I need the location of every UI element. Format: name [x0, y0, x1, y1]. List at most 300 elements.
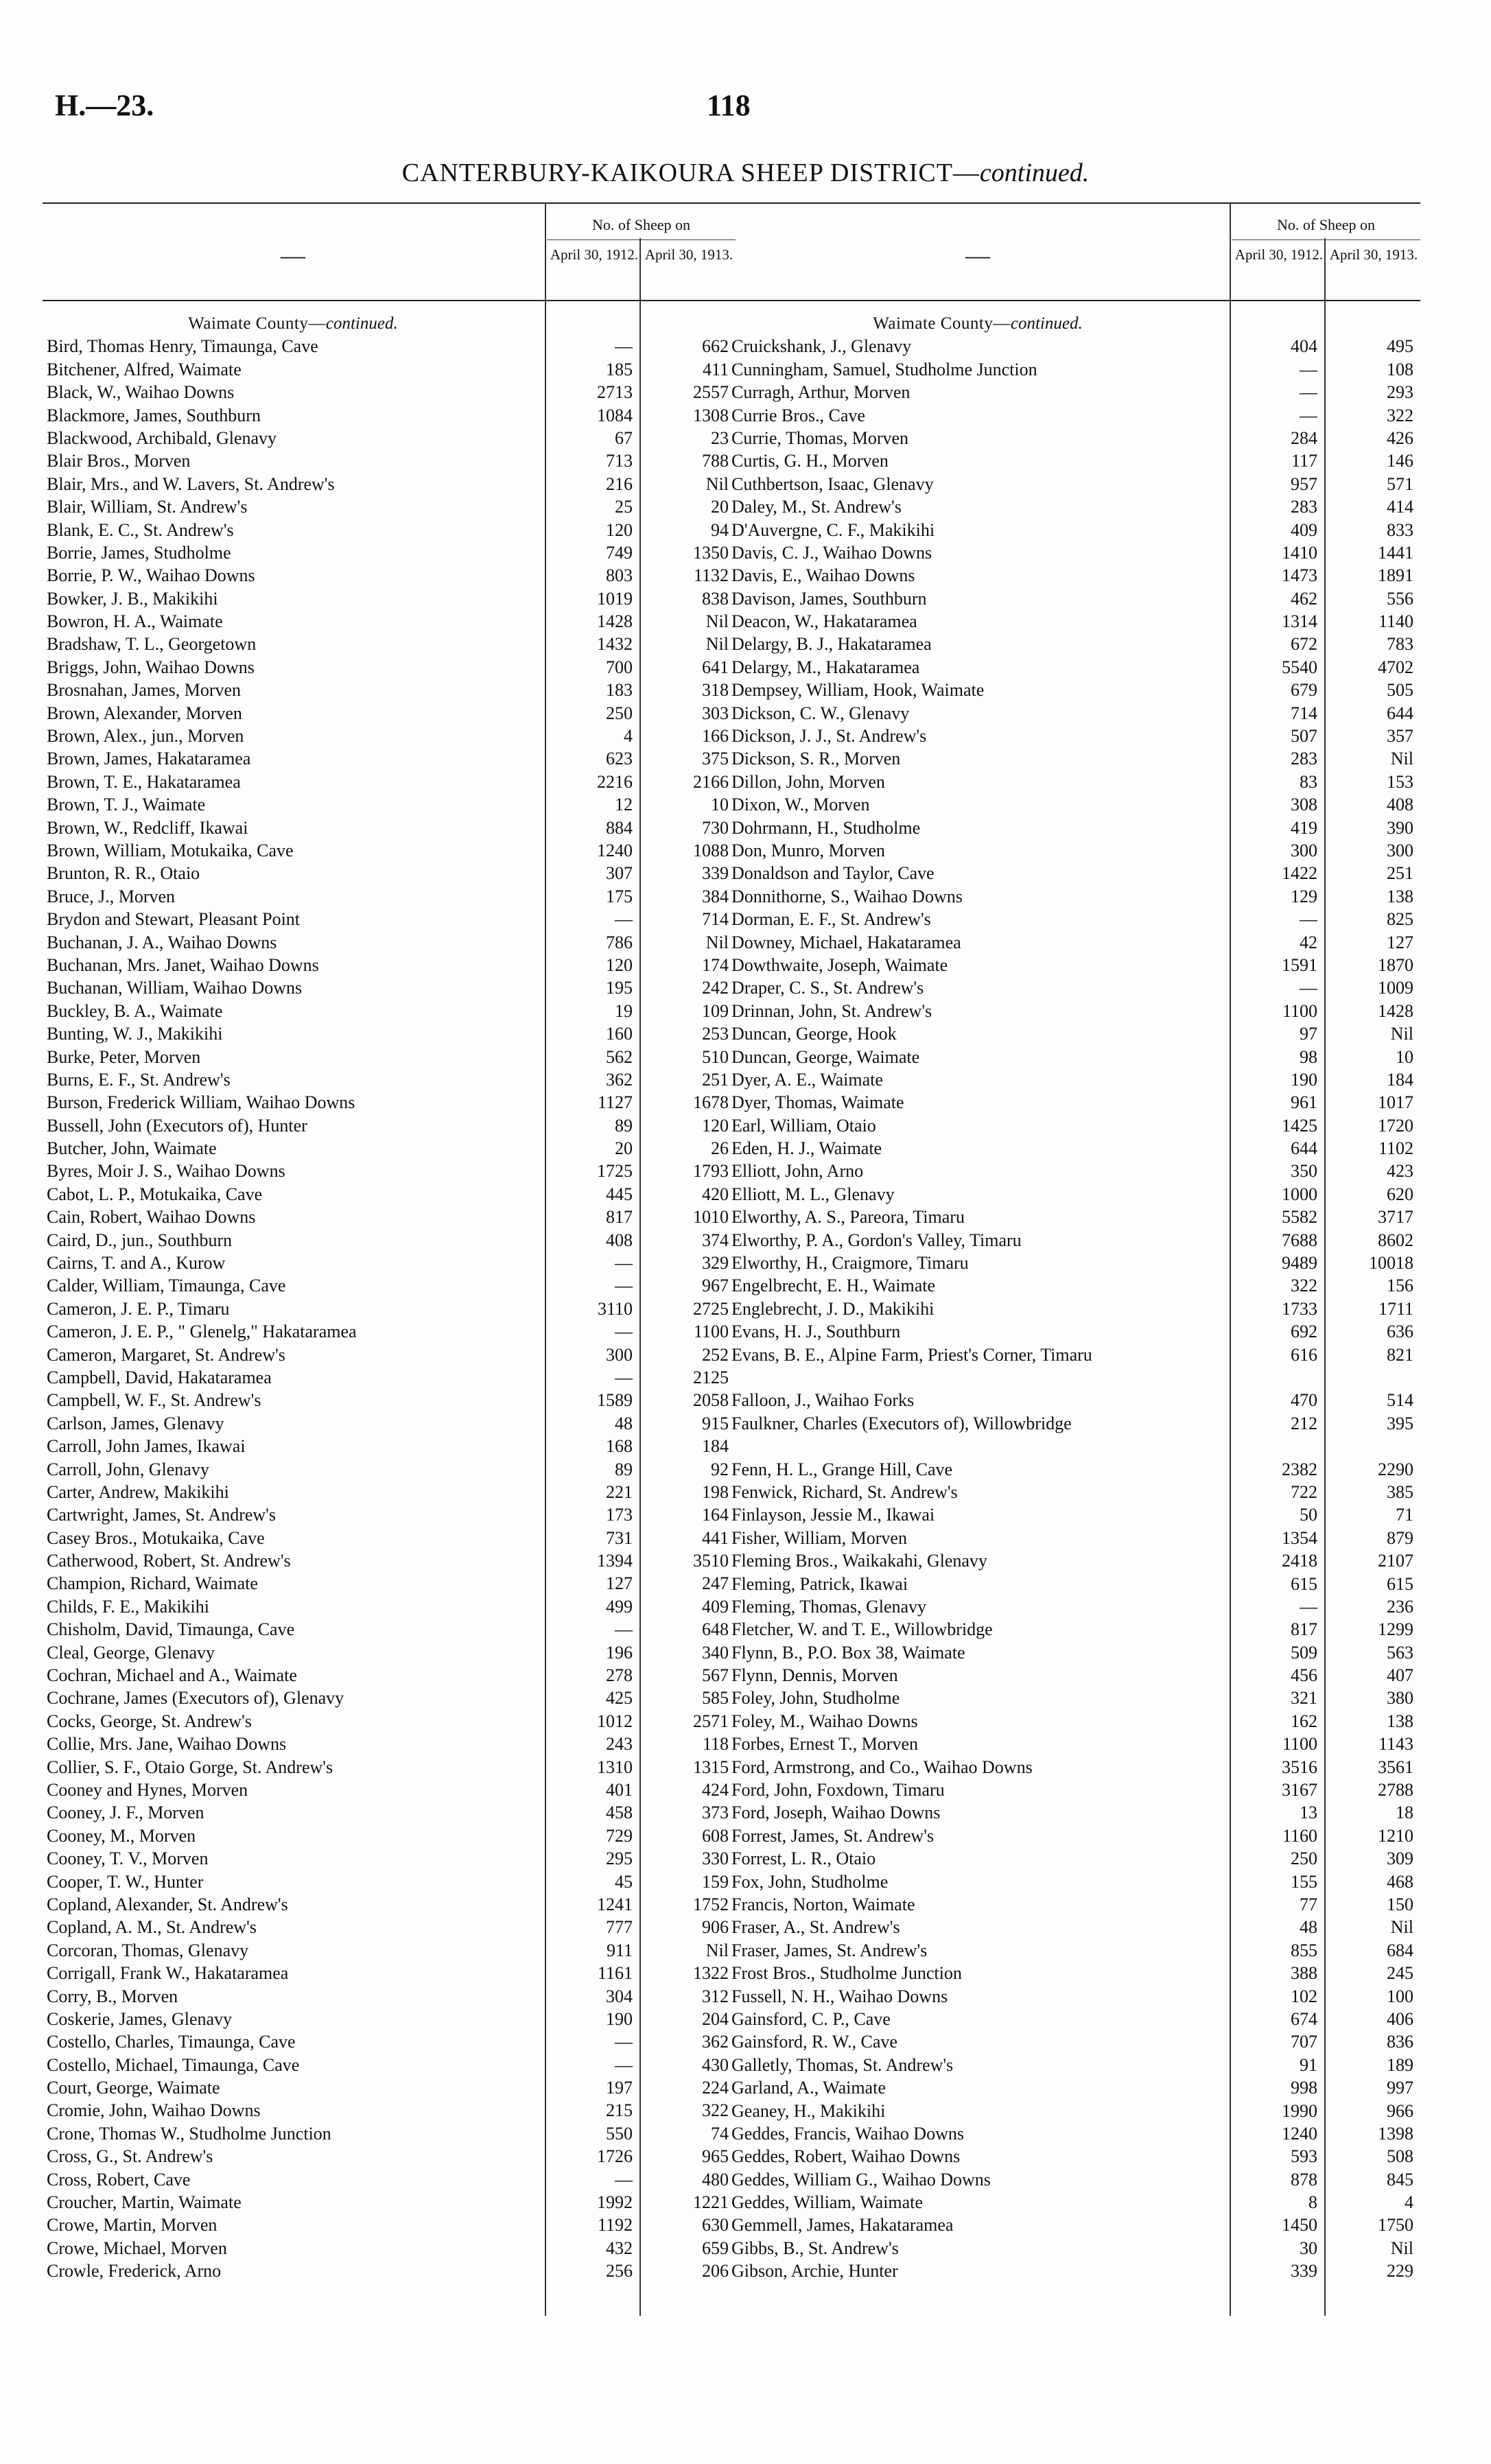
- sheep-1913: 406: [1387, 2008, 1413, 2029]
- sheep-1912: 1314: [1282, 611, 1317, 632]
- owner-name: Cameron, J. E. P., " Glenelg," Hakataramea: [47, 1322, 357, 1342]
- table-row: [727, 358, 1420, 381]
- sheep-1912: 409: [1291, 519, 1317, 540]
- sheep-1913: 330: [702, 1849, 729, 1869]
- table-row: [43, 1847, 736, 1870]
- owner-name: Costello, Michael, Timaunga, Cave: [47, 2054, 300, 2075]
- sheep-1913: 120: [702, 1115, 729, 1136]
- sheep-1913: 252: [702, 1344, 729, 1365]
- table-row: [727, 817, 1420, 839]
- sheep-1912: 300: [1291, 840, 1317, 860]
- table-row: [727, 1137, 1420, 1160]
- table-row: [43, 908, 736, 930]
- table-row: [727, 1344, 1420, 1389]
- sheep-1913: 556: [1387, 588, 1413, 609]
- table-row: [43, 519, 736, 541]
- sheep-1912: 300: [606, 1344, 633, 1365]
- owner-name: Butcher, John, Waimate: [47, 1138, 217, 1159]
- table-row: [727, 1687, 1420, 1709]
- sheep-1912: 432: [606, 2238, 633, 2258]
- header-divider: [1232, 239, 1420, 240]
- owner-name: Bowron, H. A., Waimate: [47, 611, 223, 632]
- sheep-1912: —: [615, 2032, 633, 2052]
- owner-name: Geddes, William, Waimate: [731, 2192, 923, 2213]
- table-row: [43, 1412, 736, 1435]
- sheep-1912: 1432: [597, 634, 633, 655]
- sheep-1913: 1428: [1378, 1000, 1413, 1021]
- owner-name: Earl, William, Otaio: [731, 1115, 876, 1136]
- sheep-1913: 224: [702, 2078, 729, 2098]
- table-row: [727, 1595, 1420, 1618]
- sheep-1913: 1100: [693, 1322, 729, 1342]
- owner-name: Cunningham, Samuel, Studholme Junction: [731, 359, 1037, 379]
- table-row: [727, 473, 1420, 495]
- table-row: [43, 1779, 736, 1801]
- owner-name: Cocks, George, St. Andrew's: [47, 1711, 252, 1731]
- sheep-1913: 23: [711, 427, 729, 448]
- owner-name: Fleming Bros., Waikakahi, Glenavy: [731, 1551, 987, 1571]
- sheep-1912: 196: [606, 1642, 633, 1663]
- sheep-1913: 838: [702, 588, 729, 609]
- owner-name: Currie Bros., Cave: [731, 405, 865, 425]
- table-row: [43, 1114, 736, 1137]
- owner-name: Brown, T. E., Hakataramea: [47, 771, 241, 792]
- table-row: [43, 1985, 736, 2008]
- sheep-1912: 749: [606, 542, 633, 563]
- table-row: [43, 473, 736, 495]
- sheep-1912: 388: [1291, 1963, 1317, 1984]
- table-row: [43, 1870, 736, 1893]
- owner-name: Elworthy, A. S., Pareora, Timaru: [731, 1207, 965, 1228]
- sheep-1913: 571: [1387, 473, 1413, 494]
- owner-name: Dorman, E. F., St. Andrew's: [731, 909, 931, 930]
- owner-name: Gemmell, James, Hakataramea: [731, 2215, 954, 2236]
- sheep-1913: 184: [1387, 1069, 1413, 1090]
- owner-name: Cross, Robert, Cave: [47, 2169, 191, 2190]
- sheep-1912: 89: [615, 1459, 633, 1479]
- sheep-1912: 1725: [597, 1161, 633, 1182]
- sheep-1912: 19: [615, 1000, 633, 1021]
- table-row: [43, 2030, 736, 2053]
- sheep-1913: 2788: [1378, 1780, 1413, 1800]
- left-rows: [43, 335, 736, 2282]
- table-row: [43, 725, 736, 747]
- owner-name: Fox, John, Studholme: [731, 1871, 889, 1892]
- sheep-1913: 174: [702, 954, 729, 975]
- sheep-1913: 2107: [1378, 1551, 1413, 1571]
- sheep-1912: —: [1300, 382, 1317, 403]
- sheep-1913: 1308: [693, 405, 729, 425]
- table-row: [43, 1022, 736, 1045]
- table-row: [43, 2260, 736, 2282]
- sheep-1913: 1870: [1378, 954, 1413, 975]
- table-row: [43, 679, 736, 701]
- owner-name: Blair, William, St. Andrew's: [47, 497, 248, 517]
- owner-name: Dillon, John, Morven: [731, 771, 885, 792]
- sheep-1912: —: [615, 1253, 633, 1274]
- table-row: [727, 931, 1420, 954]
- sheep-1912: 250: [606, 703, 633, 723]
- table-row: [727, 2100, 1420, 2122]
- owner-name: Brosnahan, James, Morven: [47, 680, 242, 701]
- sheep-1913: 10: [1396, 1046, 1413, 1067]
- left-table: [43, 202, 736, 2316]
- owner-name: Forbes, Ernest T., Morven: [731, 1734, 918, 1755]
- table-row: [43, 1458, 736, 1481]
- table-row: [43, 954, 736, 976]
- right-rows: [727, 335, 1420, 2282]
- sheep-1912: 623: [606, 749, 633, 769]
- owner-name: Galletly, Thomas, St. Andrew's: [731, 2054, 954, 2075]
- sheep-1913: 1711: [1378, 1298, 1413, 1319]
- table-row: [727, 2145, 1420, 2168]
- sheep-1913: 26: [711, 1138, 729, 1159]
- sheep-1913: 441: [702, 1527, 729, 1548]
- sheep-1913: 2725: [693, 1298, 729, 1319]
- table-row: [43, 1824, 736, 1847]
- table-row: [43, 1641, 736, 1664]
- col-1913-heading: April 30, 1913.: [1329, 246, 1418, 263]
- sheep-1912: 1012: [597, 1711, 633, 1731]
- sheep-1912: 731: [606, 1527, 633, 1548]
- sheep-1913: 3510: [693, 1551, 729, 1571]
- owner-name: Cross, G., St. Andrew's: [47, 2146, 213, 2167]
- table-row: [43, 1435, 736, 1457]
- sheep-1912: 1422: [1282, 863, 1317, 884]
- table-row: [727, 771, 1420, 793]
- sheep-1912: 707: [1291, 2032, 1317, 2052]
- sheep-1912: 117: [1291, 451, 1317, 471]
- owner-name: Davis, E., Waihao Downs: [731, 565, 915, 586]
- sheep-1913: 783: [1387, 634, 1413, 655]
- sheep-1912: 362: [606, 1069, 633, 1090]
- table-row: [43, 931, 736, 954]
- sheep-1913: 1322: [693, 1963, 729, 1984]
- sheep-1913: 242: [702, 978, 729, 998]
- sheep-1912: 168: [606, 1436, 633, 1457]
- table-row: [43, 2099, 736, 2122]
- col-1913-heading: April 30, 1913.: [644, 246, 733, 263]
- owner-name: Deacon, W., Hakataramea: [731, 611, 917, 632]
- table-row: [43, 885, 736, 908]
- table-row: [727, 1939, 1420, 1962]
- table-row: [727, 1756, 1420, 1779]
- sheep-1912: 1450: [1282, 2215, 1317, 2236]
- table-row: [727, 1000, 1420, 1022]
- title-text: CANTERBURY-KAIKOURA SHEEP DISTRICT—: [401, 159, 980, 187]
- sheep-1913: 1010: [693, 1207, 729, 1228]
- owner-name: Foley, M., Waihao Downs: [731, 1711, 918, 1731]
- table-row: [43, 1687, 736, 1709]
- sheep-1912: 714: [1291, 703, 1317, 723]
- sheep-1912: 1161: [597, 1963, 633, 1984]
- sheep-1913: 430: [702, 2054, 729, 2075]
- owner-name: D'Auvergne, C. F., Makikihi: [731, 519, 935, 540]
- sheep-1913: 967: [702, 1276, 729, 1296]
- sheep-1913: 159: [702, 1871, 729, 1892]
- sheep-1912: —: [615, 1619, 633, 1640]
- owner-name: Garland, A., Waimate: [731, 2078, 886, 2098]
- table-row: [727, 427, 1420, 449]
- owner-name: Bowker, J. B., Makikihi: [47, 588, 218, 609]
- header-dash: —: [281, 242, 305, 269]
- owner-name: Curragh, Arthur, Morven: [731, 382, 911, 403]
- sheep-1913: 340: [702, 1642, 729, 1663]
- owner-name: Delargy, B. J., Hakataramea: [731, 634, 932, 655]
- owner-name: Dixon, W., Morven: [731, 795, 870, 815]
- sheep-1913: 357: [1387, 726, 1413, 747]
- owner-name: Brown, William, Motukaika, Cave: [47, 840, 294, 860]
- sheep-1913: Nil: [705, 473, 729, 494]
- table-row: [727, 1274, 1420, 1297]
- owner-name: Corry, B., Morven: [47, 1986, 178, 2006]
- sheep-1912: 1100: [1282, 1000, 1317, 1021]
- table-row: [727, 1779, 1420, 1801]
- sheep-1913: 1350: [693, 542, 729, 563]
- owner-name: Blair, Mrs., and W. Lavers, St. Andrew's: [47, 473, 335, 494]
- table-row: [43, 1344, 736, 1366]
- owner-name: Fletcher, W. and T. E., Willowbridge: [731, 1619, 993, 1640]
- table-row: [727, 2030, 1420, 2053]
- table-row: [43, 1389, 736, 1411]
- owner-name: Flynn, Dennis, Morven: [731, 1665, 898, 1686]
- sheep-1912: 1589: [597, 1390, 633, 1411]
- sheep-1912: 1726: [597, 2146, 633, 2167]
- owner-name: Black, W., Waihao Downs: [47, 382, 235, 403]
- sheep-1912: 777: [606, 1917, 633, 1938]
- table-row: [43, 358, 736, 381]
- table-row: [727, 2237, 1420, 2260]
- table-row: [727, 1549, 1420, 1572]
- sheep-1913: 636: [1387, 1322, 1413, 1342]
- owner-name: Cabot, L. P., Motukaika, Cave: [47, 1184, 263, 1204]
- sheep-1912: 884: [606, 817, 633, 838]
- table-row: [43, 541, 736, 564]
- owner-name: Duncan, George, Hook: [731, 1024, 897, 1044]
- owner-name: Crowe, Martin, Morven: [47, 2215, 218, 2236]
- sheep-1913: 2290: [1378, 1459, 1413, 1479]
- owner-name: Carter, Andrew, Makikihi: [47, 1481, 229, 1502]
- table-row: [43, 1160, 736, 1182]
- sheep-1913: 251: [1387, 863, 1413, 884]
- sheep-1913: 318: [702, 680, 729, 701]
- owner-name: Dickson, S. R., Morven: [731, 749, 901, 769]
- sheep-1912: 216: [606, 473, 633, 494]
- sheep-1913: 1210: [1378, 1825, 1413, 1846]
- owner-name: Gibson, Archie, Hunter: [731, 2261, 898, 2281]
- sheep-1912: 13: [1300, 1803, 1317, 1823]
- table-row: [43, 495, 736, 518]
- table-row: [43, 1733, 736, 1755]
- table-row: [43, 1710, 736, 1733]
- owner-name: Brydon and Stewart, Pleasant Point: [47, 909, 301, 930]
- sheep-1912: 97: [1300, 1024, 1317, 1044]
- owner-name: Bitchener, Alfred, Waimate: [47, 359, 242, 379]
- title-continued: continued.: [979, 159, 1090, 187]
- sheep-1912: 185: [606, 359, 633, 379]
- table-row: [43, 1252, 736, 1274]
- sheep-1913: Nil: [705, 932, 729, 952]
- sheep-1913: 1720: [1378, 1115, 1413, 1136]
- sheep-1913: 730: [702, 817, 729, 838]
- owner-name: Croucher, Martin, Waimate: [47, 2192, 242, 2213]
- sheep-1912: 155: [1291, 1871, 1317, 1892]
- owner-name: Cairns, T. and A., Kurow: [47, 1253, 226, 1274]
- table-row: [43, 633, 736, 655]
- owner-name: Foley, John, Studholme: [731, 1688, 900, 1709]
- table-row: [727, 976, 1420, 999]
- owner-name: Dohrmann, H., Studholme: [731, 817, 921, 838]
- sheep-1912: 307: [606, 863, 633, 884]
- owner-name: Burke, Peter, Morven: [47, 1046, 201, 1067]
- owner-name: Coskerie, James, Glenavy: [47, 2008, 233, 2029]
- sheep-1913: 373: [702, 1803, 729, 1823]
- owner-name: Davison, James, Southburn: [731, 588, 927, 609]
- owner-name: Brown, Alex., jun., Morven: [47, 726, 244, 747]
- table-row: [727, 519, 1420, 541]
- sheep-1912: 8: [1308, 2192, 1317, 2213]
- table-row: [43, 1756, 736, 1779]
- table-row: [43, 381, 736, 403]
- table-row: [727, 1962, 1420, 1984]
- table-row: [727, 1068, 1420, 1091]
- owner-name: Blank, E. C., St. Andrew's: [47, 519, 234, 540]
- sheep-1913: 1009: [1378, 978, 1413, 998]
- sheep-1913: 407: [1387, 1665, 1413, 1686]
- table-row: [727, 725, 1420, 747]
- sheep-1912: 3516: [1282, 1757, 1317, 1777]
- sheep-1912: 911: [606, 1940, 633, 1960]
- owner-name: Eden, H. J., Waimate: [731, 1138, 882, 1159]
- table-row: [43, 1137, 736, 1160]
- sheep-1912: 283: [1291, 497, 1317, 517]
- owner-name: Ford, John, Foxdown, Timaru: [731, 1780, 945, 1800]
- sheep-1912: —: [1300, 405, 1317, 425]
- table-row: [727, 541, 1420, 564]
- owner-name: Brown, W., Redcliff, Ikawai: [47, 817, 248, 838]
- table-row: [727, 1573, 1420, 1595]
- table-row: [727, 1022, 1420, 1045]
- sheep-1913: 659: [702, 2238, 729, 2258]
- table-row: [727, 1412, 1420, 1458]
- table-row: [43, 2214, 736, 2236]
- sheep-1913: 1140: [1378, 611, 1413, 632]
- sheep-1912: 1240: [1282, 2123, 1317, 2144]
- owner-name: Costello, Charles, Timaunga, Cave: [47, 2032, 296, 2052]
- owner-name: Cromie, John, Waihao Downs: [47, 2100, 261, 2121]
- sheep-1913: 94: [711, 519, 729, 540]
- sheep-1912: 2418: [1282, 1551, 1317, 1571]
- table-row: [727, 793, 1420, 816]
- sheep-1913: 10018: [1369, 1253, 1413, 1274]
- sheep-1912: 2382: [1282, 1459, 1317, 1479]
- sheep-1912: 127: [606, 1573, 633, 1594]
- sheep-1913: 468: [1387, 1871, 1413, 1892]
- sheep-1912: 350: [1291, 1161, 1317, 1182]
- sheep-1912: 404: [1291, 336, 1317, 357]
- table-row: [43, 771, 736, 793]
- table-row: [727, 2076, 1420, 2099]
- table-row: [727, 2008, 1420, 2030]
- sheep-1913: 4702: [1378, 657, 1413, 677]
- table-row: [727, 1252, 1420, 1274]
- sheep-1913: 615: [1387, 1573, 1413, 1594]
- sheep-1912: 67: [615, 427, 633, 448]
- owner-name: Engelbrecht, E. H., Waimate: [731, 1276, 936, 1296]
- sheep-1912: 1394: [597, 1551, 633, 1571]
- table-row: [43, 1229, 736, 1252]
- sheep-1912: 550: [606, 2123, 633, 2144]
- sheep-1912: 2216: [597, 771, 633, 792]
- sheep-1912: 672: [1291, 634, 1317, 655]
- table-row: [727, 656, 1420, 679]
- sheep-1913: 1143: [1378, 1734, 1413, 1755]
- owner-name: Cruickshank, J., Glenavy: [731, 336, 912, 357]
- owner-name: Elliott, John, Arno: [731, 1161, 864, 1182]
- table-row: [43, 587, 736, 610]
- owner-name: Faulkner, Charles (Executors of), Willowbridge: [731, 1413, 1072, 1433]
- owner-name: Cooney, J. F., Morven: [47, 1803, 204, 1823]
- table-row: [727, 1801, 1420, 1824]
- sheep-1912: 256: [606, 2261, 633, 2281]
- sheep-1912: 878: [1291, 2169, 1317, 2190]
- owner-name: Elworthy, H., Craigmore, Timaru: [731, 1253, 969, 1274]
- owner-name: Carroll, John, Glenavy: [47, 1459, 209, 1479]
- sheep-1912: 160: [606, 1024, 633, 1044]
- sheep-1912: 1425: [1282, 1115, 1317, 1136]
- table-row: [43, 1206, 736, 1228]
- page-reference: H.—23.: [55, 89, 154, 122]
- sheep-1912: 5582: [1282, 1207, 1317, 1228]
- sheep-1912: 462: [1291, 588, 1317, 609]
- sheep-1913: 253: [702, 1024, 729, 1044]
- table-row: [727, 1114, 1420, 1137]
- sheep-1913: 2125: [693, 1367, 729, 1387]
- owner-name: Cuthbertson, Isaac, Glenavy: [731, 473, 934, 494]
- sheep-1913: Nil: [705, 1940, 729, 1960]
- sheep-1913: 206: [702, 2261, 729, 2281]
- owner-name: Dyer, Thomas, Waimate: [731, 1092, 904, 1113]
- table-row: [43, 839, 736, 862]
- sheep-1913: 411: [702, 359, 729, 379]
- table-row: [727, 1985, 1420, 2008]
- owner-name: Byres, Moir J. S., Waihao Downs: [47, 1161, 285, 1182]
- sheep-1913: 409: [702, 1596, 729, 1617]
- owner-name: Campbell, W. F., St. Andrew's: [47, 1390, 261, 1411]
- sheep-1912: 183: [606, 680, 633, 701]
- sheep-1912: 644: [1291, 1138, 1317, 1159]
- sheep-1913: 495: [1387, 336, 1413, 357]
- sheep-1913: 662: [702, 336, 729, 357]
- table-row: [727, 587, 1420, 610]
- table-row: [727, 1503, 1420, 1526]
- owner-name: Evans, B. E., Alpine Farm, Priest's Corner, Timaru: [731, 1344, 1092, 1365]
- owner-name: Gibbs, B., St. Andrew's: [731, 2238, 899, 2258]
- owner-name: Finlayson, Jessie M., Ikawai: [731, 1505, 935, 1525]
- sheep-1913: 825: [1387, 909, 1413, 930]
- sheep-1912: 98: [1300, 1046, 1317, 1067]
- sheep-1913: 322: [702, 2100, 729, 2121]
- sheep-1913: 514: [1387, 1390, 1413, 1411]
- owner-name: Cooper, T. W., Hunter: [47, 1871, 204, 1892]
- sheep-1912: —: [1300, 359, 1317, 379]
- sheep-1912: 120: [606, 519, 633, 540]
- owner-name: Frost Bros., Studholme Junction: [731, 1963, 962, 1984]
- sheep-1913: 1221: [693, 2192, 729, 2213]
- sheep-1912: 998: [1291, 2078, 1317, 2098]
- col-1912-heading: April 30, 1912.: [1234, 246, 1324, 263]
- sheep-1913: 138: [1387, 886, 1413, 906]
